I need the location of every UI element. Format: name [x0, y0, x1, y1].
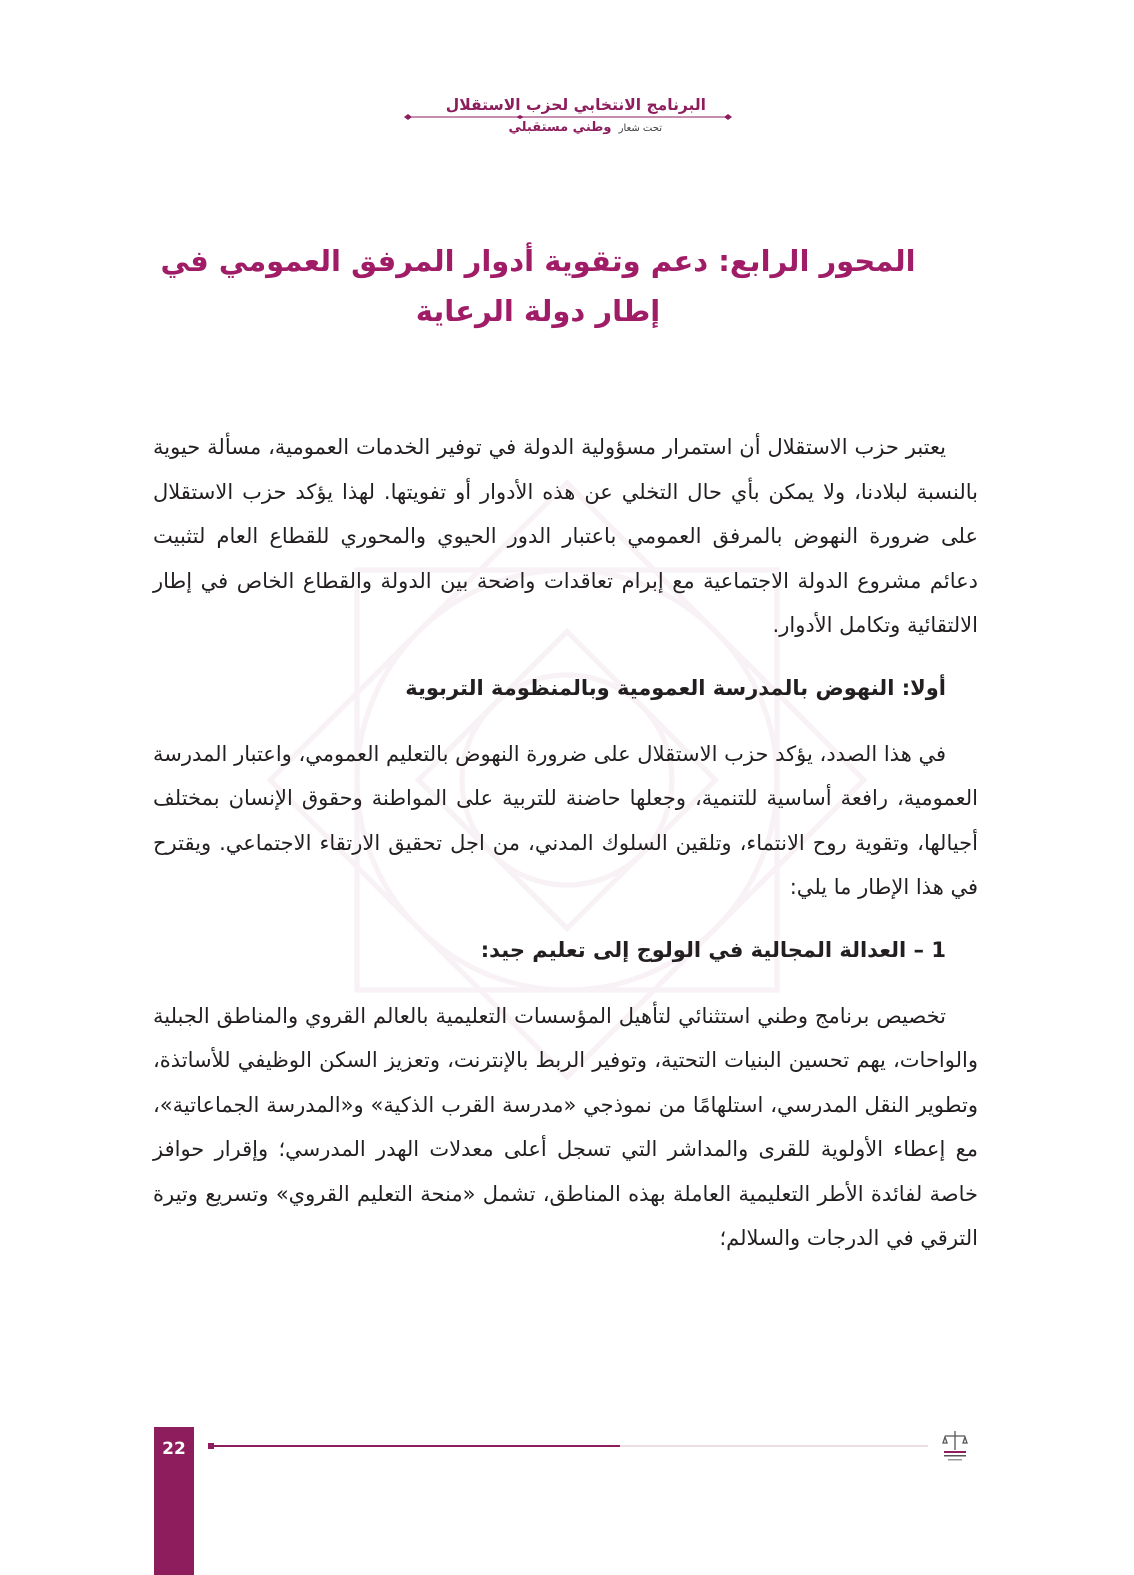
section-title: المحور الرابع: دعم وتقوية أدوار المرفق العمومي في إطار دولة الرعاية: [160, 244, 916, 328]
item-heading: 1 – العدالة المجالية في الولوج إلى تعليم جيد:: [480, 937, 946, 962]
header-title: البرنامج الانتخابي لحزب الاستقلال: [445, 96, 706, 114]
intro-paragraph: يعتبر حزب الاستقلال أن استمرار مسؤولية الدولة في توفير الخدمات العمومية، مسألة حيوية بالنسبة لبلادنا، ولا يمكن بأي حال التخلي عن هذه الأدوار أو تفويتها. لهذا يؤكد حزب الاستقلال على ضرورة النهوض بالمرفق العمومي باعتبار الدور الحيوي والمحوري للقطاع العام لتثبيت دعائم مشروع الدولة الاجتماعية مع إبرام تعاقدات واضحة بين الدولة والقطاع الخاص في إطار الالتقائية وتكامل الأدوار.: [153, 435, 978, 637]
page-content: [153, 425, 978, 1261]
tagline-prefix: تحت شعار: [618, 123, 662, 134]
page-number: 22: [162, 1439, 186, 1459]
subsection-paragraph: في هذا الصدد، يؤكد حزب الاستقلال على ضرورة النهوض بالتعليم العمومي، واعتبار المدرسة العمومية، رافعة أساسية للتنمية، وجعلها حاضنة للتربية على المواطنة وحقوق الإنسان بمختلف أجيالها، وتقوية روح الانتماء، وتلقين السلوك المدني، من اجل تحقيق الارتقاء الاجتماعي. ويقترح في هذا الإطار ما يلي:: [153, 741, 978, 899]
header-slogan: وطني مستقبلي: [508, 120, 612, 135]
page-header: [400, 96, 736, 144]
page-number-bar: [154, 1427, 194, 1575]
party-logo-icon: [940, 1428, 970, 1464]
subsection-heading: أولا: النهوض بالمدرسة العمومية وبالمنظومة التربوية: [405, 675, 946, 700]
header-tagline: [508, 120, 662, 135]
item-paragraph: تخصيص برنامج وطني استثنائي لتأهيل المؤسسات التعليمية بالعالم القروي والمناطق الجبلية والواحات، يهم تحسين البنيات التحتية، وتوفير الربط بالإنترنت، وتعزيز السكن الوظيفي للأساتذة، وتطوير النقل المدرسي، استلهامًا من نموذجي «مدرسة القرب الذكية» و«المدرسة الجماعاتية»، مع إعطاء الأولوية للقرى والمداشر التي تسجل أعلى معدلات الهدر المدرسي؛ وإقرار حوافز خاصة لفائدة الأطر التعليمية العاملة بهذه المناطق، تشمل «منحة التعليم القروي» وتسريع وتيرة الترقي في الدرجات والسلالم؛: [153, 1003, 978, 1250]
footer-ornament-line: [200, 1442, 930, 1450]
